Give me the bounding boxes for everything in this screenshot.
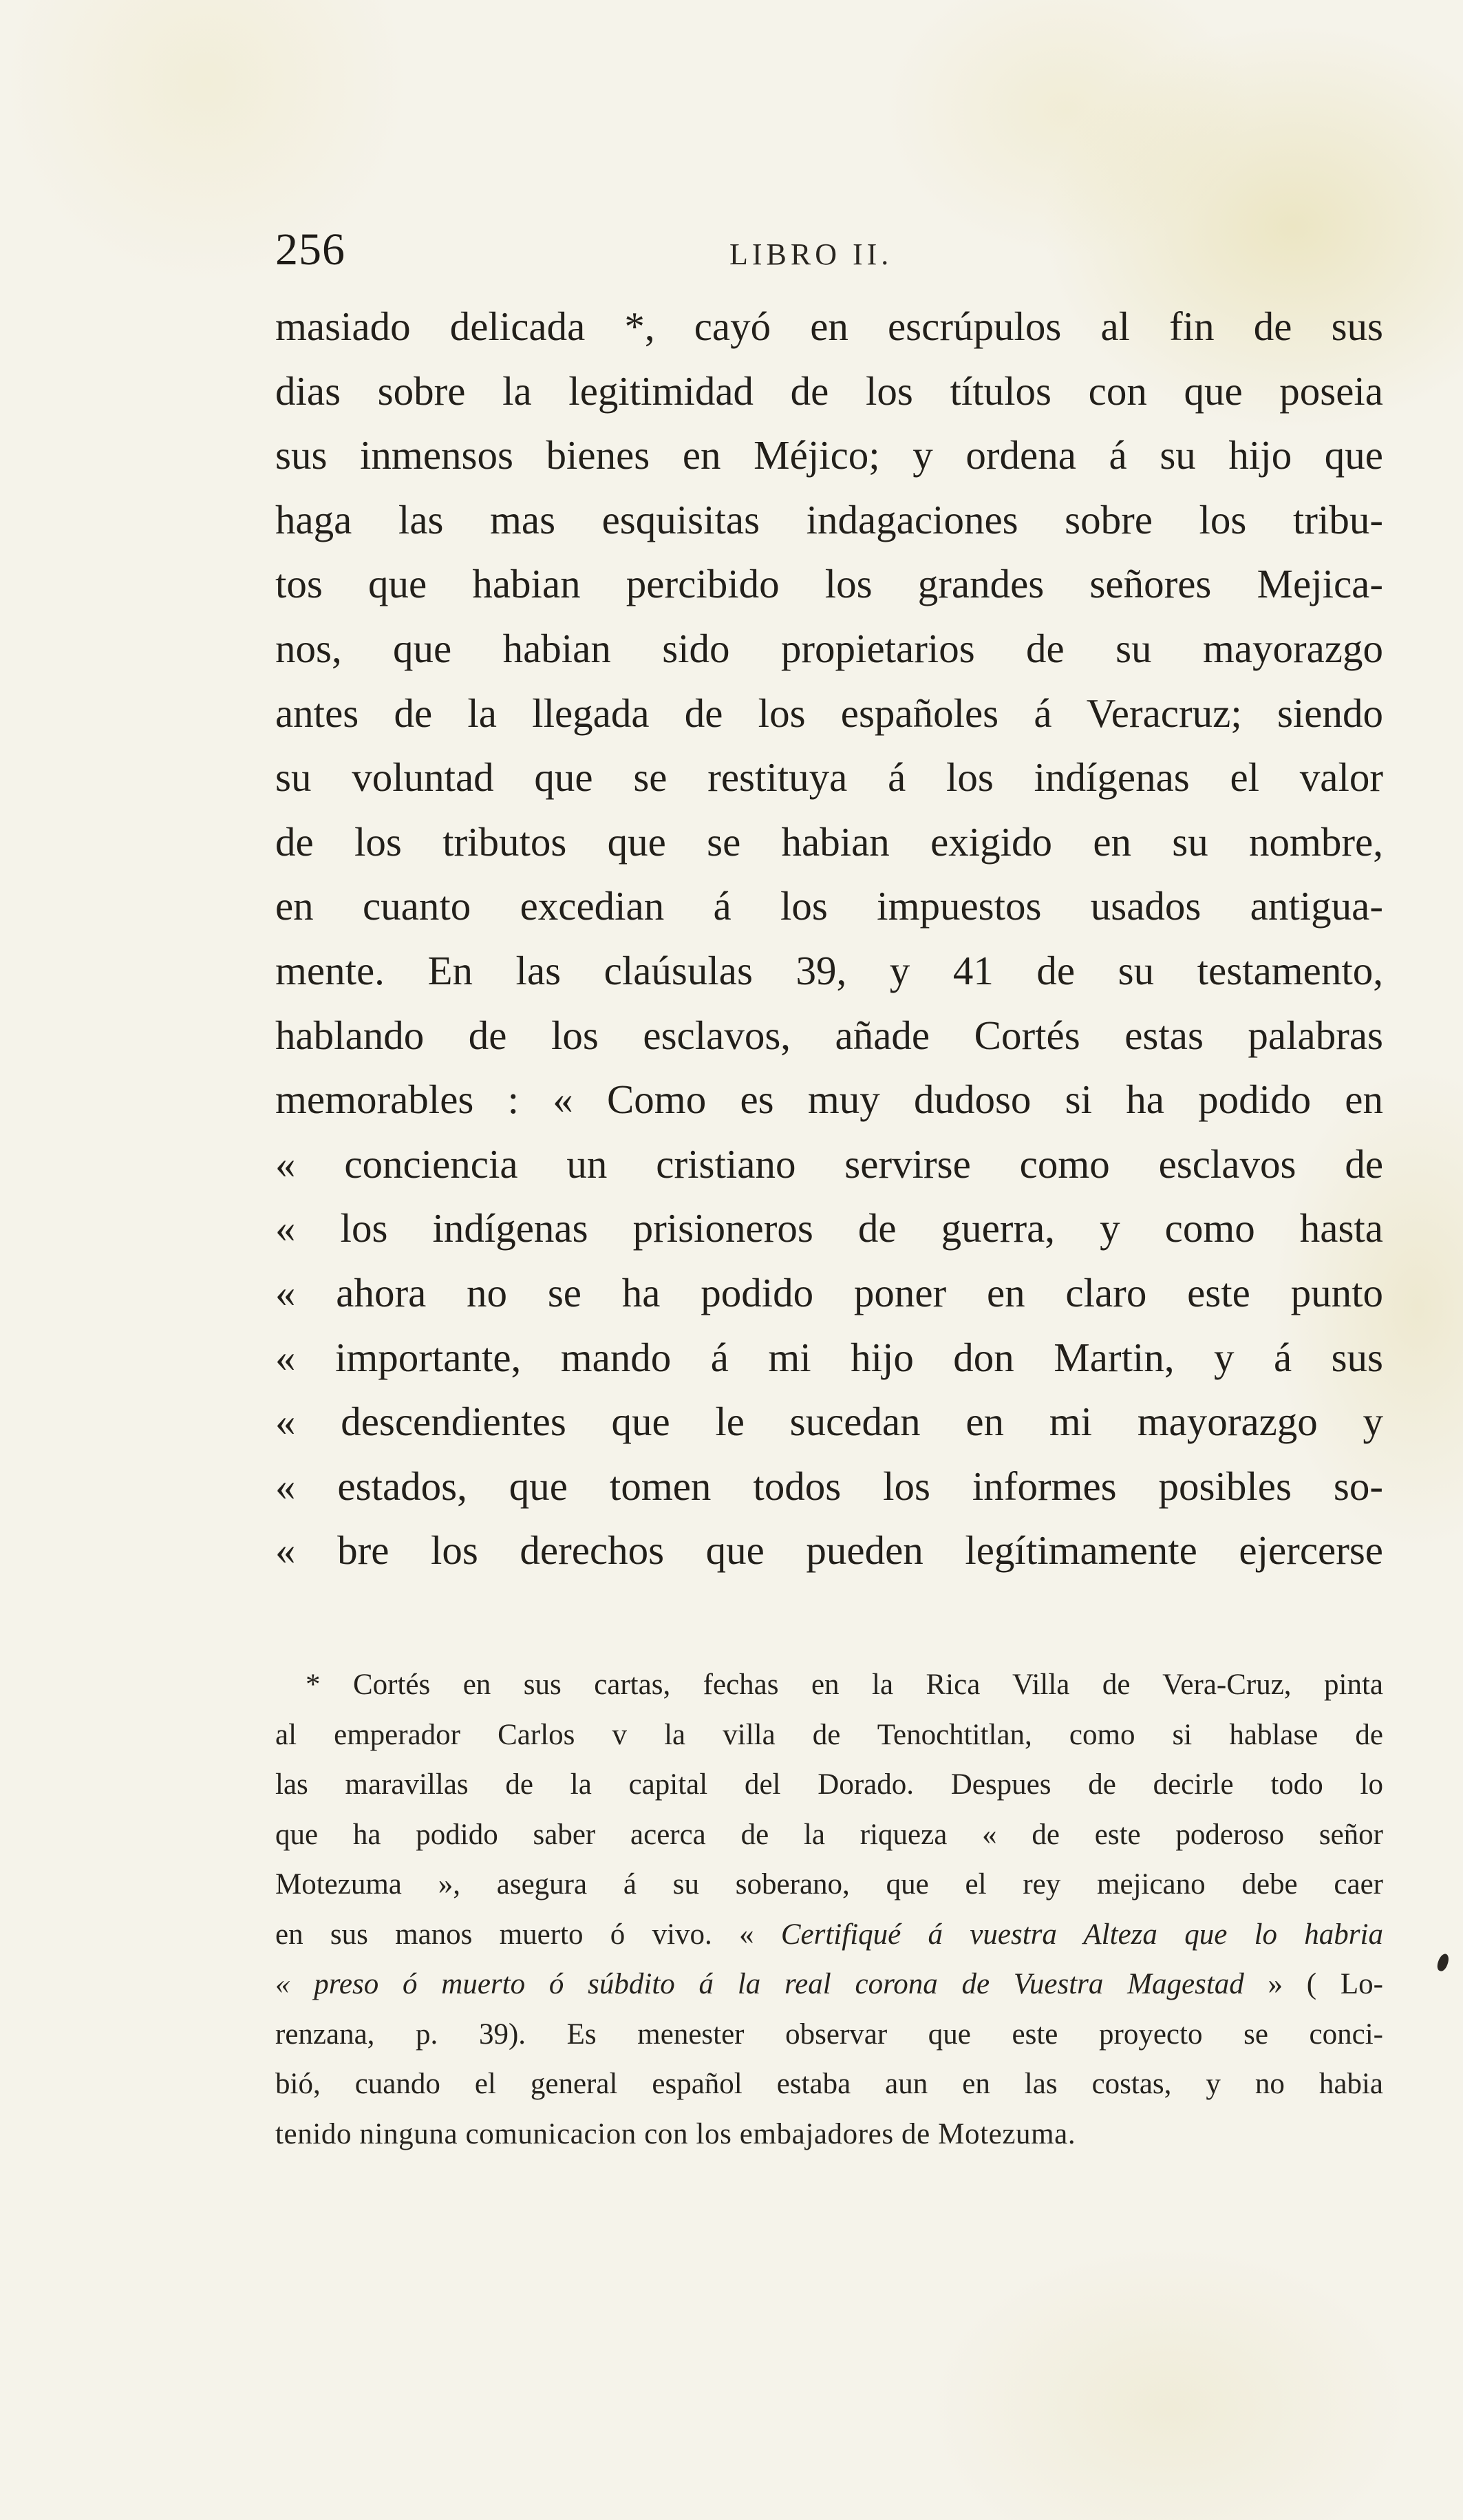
footnote-quote: Certifiqué á vuestra Alteza que lo habria — [780, 1918, 1383, 1951]
body-line: sus inmensos bienes en Méjico; y ordena á su hijo que — [275, 432, 1383, 478]
body-line: dias sobre la legitimidad de los títulos con que poseia — [275, 368, 1383, 414]
footnote-line: al emperador Carlos v la villa de Tenochtitlan, como si hablase de — [275, 1718, 1383, 1751]
footnote-text: » ( Lo- — [1243, 1968, 1383, 2000]
body-line: memorables : « Como es muy dudoso si ha podido en — [275, 1077, 1383, 1123]
body-line: mente. En las claúsulas 39, y 41 de su testamento, — [275, 947, 1383, 993]
body-line: « los indígenas prisioneros de guerra, y como hasta — [275, 1205, 1383, 1251]
body-line: « conciencia un cristiano servirse como esclavos de — [275, 1141, 1383, 1187]
body-line: antes de la llegada de los españoles á Veracruz; siendo — [275, 690, 1383, 736]
page-number: 256 — [275, 224, 345, 275]
footnote-line: Motezuma », asegura á su soberano, que el rey mejicano debe caer — [275, 1868, 1383, 1900]
body-line: hablando de los esclavos, añade Cortés estas palabras — [275, 1012, 1383, 1058]
body-line: tos que habian percibido los grandes señores Mejica- — [275, 561, 1383, 607]
footnote-line: tenido ninguna comunicacion con los embajadores de Motezuma. — [275, 2117, 1076, 2150]
body-line: en cuanto excedian á los impuestos usados antigua- — [275, 883, 1383, 929]
body-line: haga las mas esquisitas indagaciones sobre los tribu- — [275, 496, 1383, 542]
footnote-line — [275, 1910, 1383, 1960]
body-line: de los tributos que se habian exigido en su nombre, — [275, 818, 1383, 865]
body-line: « bre los derechos que pueden legítimamente ejercerse — [275, 1527, 1383, 1574]
footnote — [275, 1660, 1383, 2159]
ink-mark — [1435, 1952, 1451, 1972]
footnote-line: * Cortés en sus cartas, fechas en la Rica Villa de Vera-Cruz, pinta — [306, 1669, 1383, 1701]
footnote-line: que ha podido saber acerca de la riqueza « de este poderoso señor — [275, 1818, 1383, 1851]
body-line: su voluntad que se restituya á los indígenas el valor — [275, 754, 1383, 801]
page-header — [275, 219, 1383, 281]
body-text — [275, 295, 1383, 1583]
body-line: « ahora no se ha podido poner en claro este punto — [275, 1269, 1383, 1315]
body-line: « estados, que tomen todos los informes posibles so- — [275, 1463, 1383, 1509]
footnote-line — [275, 1960, 1383, 2010]
body-line: masiado delicada *, cayó en escrúpulos al fin de sus — [275, 304, 1383, 349]
body-line: « descendientes que le sucedan en mi mayorazgo y — [275, 1399, 1383, 1445]
footnote-quote: « preso ó muerto ó súbdito á la real corona de Vuestra Magestad — [275, 1968, 1244, 2000]
footnote-text: en sus manos muerto ó vivo. « — [275, 1918, 781, 1951]
footnote-line: renzana, p. 39). Es menester observar que este proyecto se conci- — [275, 2018, 1383, 2051]
running-head: LIBRO II. — [729, 237, 893, 271]
body-line: « importante, mando á mi hijo don Martin, y á sus — [275, 1334, 1383, 1380]
body-line: nos, que habian sido propietarios de su mayorazgo — [275, 625, 1383, 671]
footnote-line: bió, cuando el general español estaba aun en las costas, y no habia — [275, 2068, 1383, 2100]
footnote-line: las maravillas de la capital del Dorado. Despues de decirle todo lo — [275, 1768, 1383, 1801]
